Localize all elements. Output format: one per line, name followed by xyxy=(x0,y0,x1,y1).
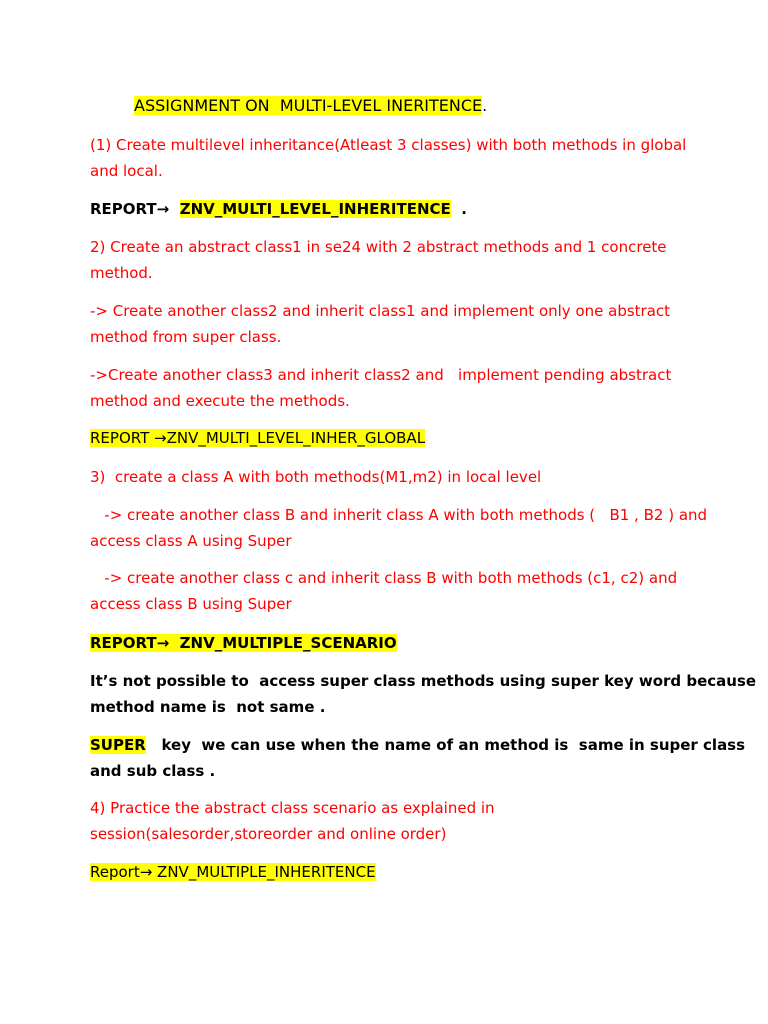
report-1: REPORT→ ZNV_MULTI_LEVEL_INHERITENCE . xyxy=(90,200,467,218)
report-1-name: ZNV_MULTI_LEVEL_INHERITENCE xyxy=(179,200,451,218)
question-1: (1) Create multilevel inheritance(Atleast 3 classes) with both methods in global and local. xyxy=(90,136,687,180)
question-2-sub-1: -> Create another class2 and inherit class1 and implement only one abstract method from super class. xyxy=(90,302,671,346)
report-4: Report→ ZNV_MULTIPLE_INHERITENCE xyxy=(90,863,376,881)
note-2: SUPER key we can use when the name of an method is same in super class and sub class . xyxy=(90,736,746,780)
note-1: It’s not possible to access super class methods using super key word because method name is not same . xyxy=(90,672,757,716)
question-4: 4) Practice the abstract class scenario as explained in session(salesorder,storeorder and online order) xyxy=(90,799,495,843)
question-3: 3) create a class A with both methods(M1,m2) in local level xyxy=(90,468,542,486)
report-3: REPORT→ ZNV_MULTIPLE_SCENARIO xyxy=(90,634,397,652)
question-2: 2) Create an abstract class1 in se24 with 2 abstract methods and 1 concrete method. xyxy=(90,238,667,282)
question-3-sub-2: -> create another class c and inherit class B with both methods (c1, c2) and access class B using Super xyxy=(90,569,678,613)
question-2-sub-2: ->Create another class3 and inherit class2 and implement pending abstract method and execute the methods. xyxy=(90,366,672,410)
super-keyword: SUPER xyxy=(90,736,146,754)
report-2: REPORT →ZNV_MULTI_LEVEL_INHER_GLOBAL xyxy=(90,429,426,447)
question-3-sub-1: -> create another class B and inherit class A with both methods ( B1 , B2 ) and access class A using Super xyxy=(90,506,708,550)
report-3-name: ZNV_MULTIPLE_SCENARIO xyxy=(169,634,397,652)
assignment-title: ASSIGNMENT ON MULTI-LEVEL INERITENCE. xyxy=(134,96,488,115)
